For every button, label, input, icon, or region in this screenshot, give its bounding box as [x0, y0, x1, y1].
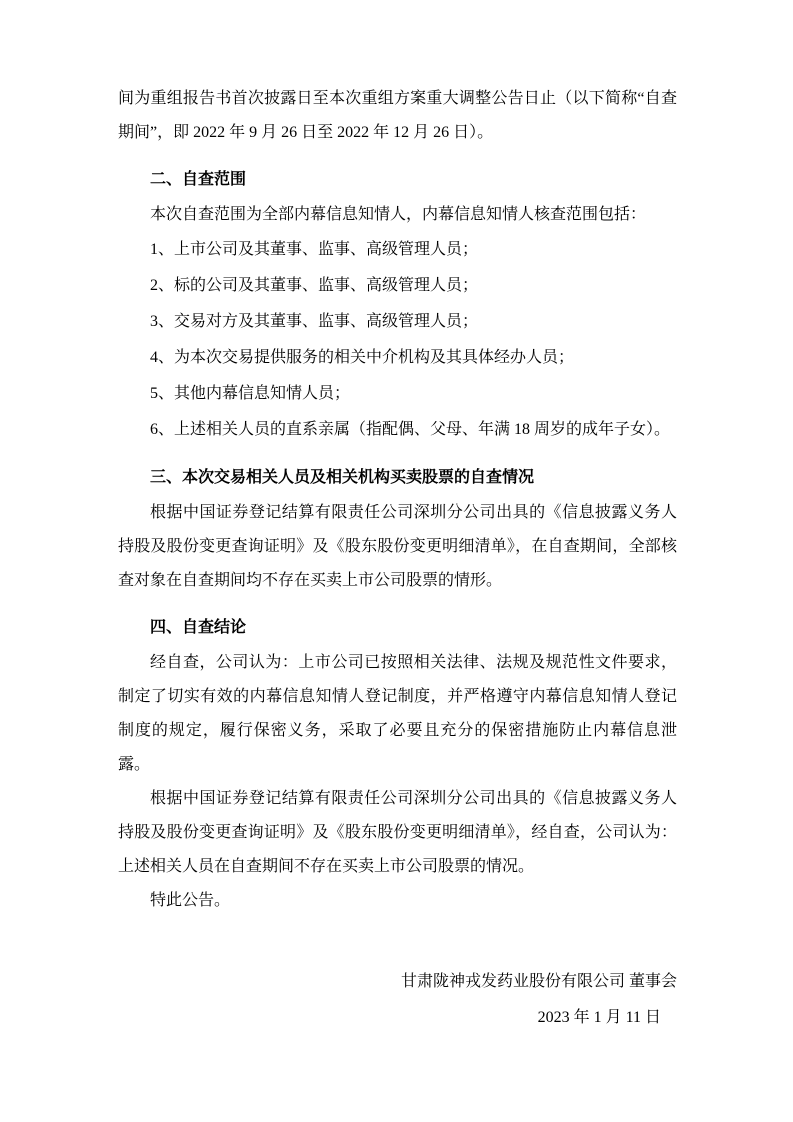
- scope-intro-paragraph: 本次自查范围为全部内幕信息知情人，内幕信息知情人核查范围包括：: [150, 206, 647, 223]
- section-heading-scope: 二、自查范围: [150, 171, 247, 188]
- scope-list-item: 3、交易对方及其董事、监事、高级管理人员；: [150, 313, 479, 330]
- trading-check-paragraph: 根据中国证券登记结算有限责任公司深圳分公司出具的《信息披露义务人持股及股份变更查询证明》及《股东股份变更明细清单》，在自查期间，全部核查对象在自查期间均不存在买卖上市公司股票的情形。: [118, 504, 677, 589]
- scope-list: [118, 232, 677, 448]
- conclusion-paragraph-1: 经自查，公司认为：上市公司已按照相关法律、法规及规范性文件要求，制定了切实有效的内幕信息知情人登记制度，并严格遵守内幕信息知情人登记制度的规定，履行保密义务，采取了必要且充分的保密措施防止内幕信息泄露。: [118, 654, 677, 773]
- section-heading-trading-check: 三、本次交易相关人员及相关机构买卖股票的自查情况: [150, 469, 535, 486]
- scope-list-item: 6、上述相关人员的直系亲属（指配偶、父母、年满 18 周岁的成年子女）。: [150, 421, 671, 438]
- section-heading-conclusion: 四、自查结论: [150, 619, 247, 636]
- scope-list-item: 1、上市公司及其董事、监事、高级管理人员；: [150, 241, 479, 258]
- announcement-date: 2023 年 1 月 11 日: [537, 1009, 661, 1026]
- conclusion-paragraph-2: 根据中国证券登记结算有限责任公司深圳分公司出具的《信息披露义务人持股及股份变更查询证明》及《股东股份变更明细清单》，经自查，公司认为：上述相关人员在自查期间不存在买卖上市公司股票的情况。: [118, 790, 677, 875]
- scope-list-item: 4、为本次交易提供服务的相关中介机构及其具体经办人员；: [150, 349, 575, 366]
- scope-list-item: 5、其他内幕信息知情人员；: [150, 385, 351, 402]
- scope-list-item: 2、标的公司及其董事、监事、高级管理人员；: [150, 277, 479, 294]
- closing-statement: 特此公告。: [150, 892, 231, 909]
- company-signature: 甘肃陇神戎发药业股份有限公司 董事会: [400, 973, 677, 990]
- continuation-paragraph: 间为重组报告书首次披露日至本次重组方案重大调整公告日止（以下简称“自查期间”，即 2022 年 9 月 26 日至 2022 年 12 月 26 日）。: [118, 90, 677, 141]
